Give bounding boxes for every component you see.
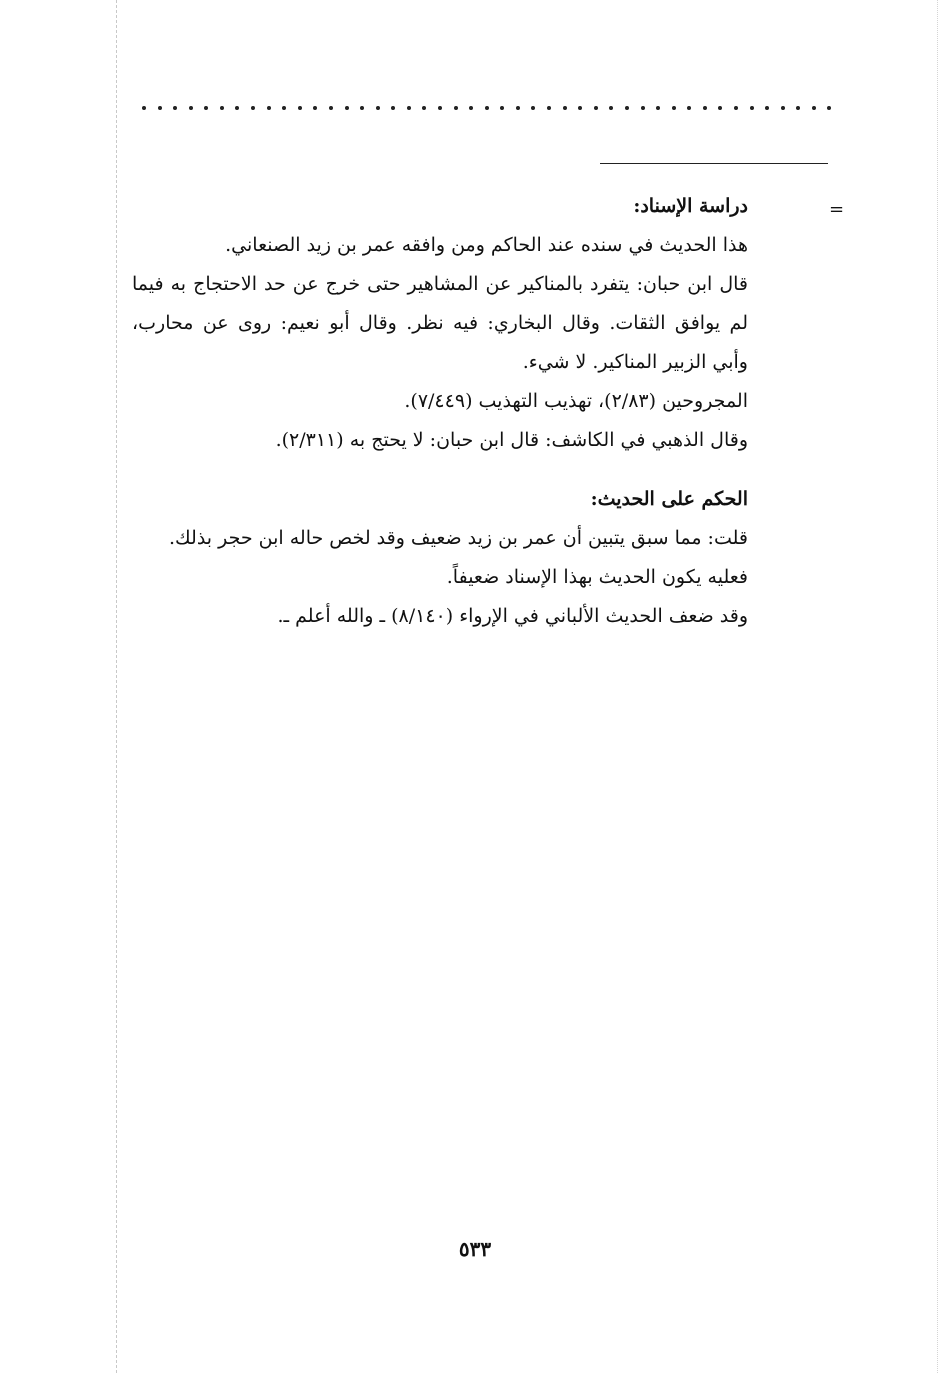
page-number: ٥٣٣ xyxy=(458,1237,492,1261)
study-line-sources: المجروحين (٢/٨٣)، تهذيب التهذيب (٧/٤٤٩). xyxy=(404,390,748,412)
ruling-line-albani: وقد ضعف الحديث الألباني في الإرواء (٨/١٤٠) ـ والله أعلم ـ. xyxy=(277,605,748,627)
ruling-paragraph-conclusion: قلت: مما سبق يتبين أن عمر بن زيد ضعيف وقد لخص حاله ابن حجر بذلك. xyxy=(168,527,748,549)
isnad-study-section xyxy=(132,187,748,460)
scan-edge-left xyxy=(116,0,117,1373)
dotted-separator xyxy=(142,106,832,110)
study-line-narrator: هذا الحديث في سنده عند الحاكم ومن وافقه عمر بن زيد الصنعاني. xyxy=(225,234,748,256)
footnote-rule xyxy=(600,163,828,164)
study-line-dhahabi: وقال الذهبي في الكاشف: قال ابن حبان: لا يحتج به (٢/٣١١). xyxy=(275,429,748,451)
hadith-ruling-section xyxy=(132,480,748,636)
isnad-study-heading: دراسة الإسناد: xyxy=(633,195,748,217)
margin-mark: = xyxy=(829,199,845,220)
ruling-line-weak: فعليه يكون الحديث بهذا الإسناد ضعيفاً. xyxy=(446,566,748,588)
study-paragraph-critics: قال ابن حبان: يتفرد بالمناكير عن المشاهير حتى خرج عن حد الاحتجاج به فيما لم يوافق الثقات. وقال البخاري: فيه نظر. وقال أبو نعيم: روى عن محارب، وأبي الزبير المناكير. لا شيء. xyxy=(132,273,748,373)
scan-edge-right xyxy=(937,0,938,1373)
hadith-ruling-heading: الحكم على الحديث: xyxy=(590,488,748,510)
